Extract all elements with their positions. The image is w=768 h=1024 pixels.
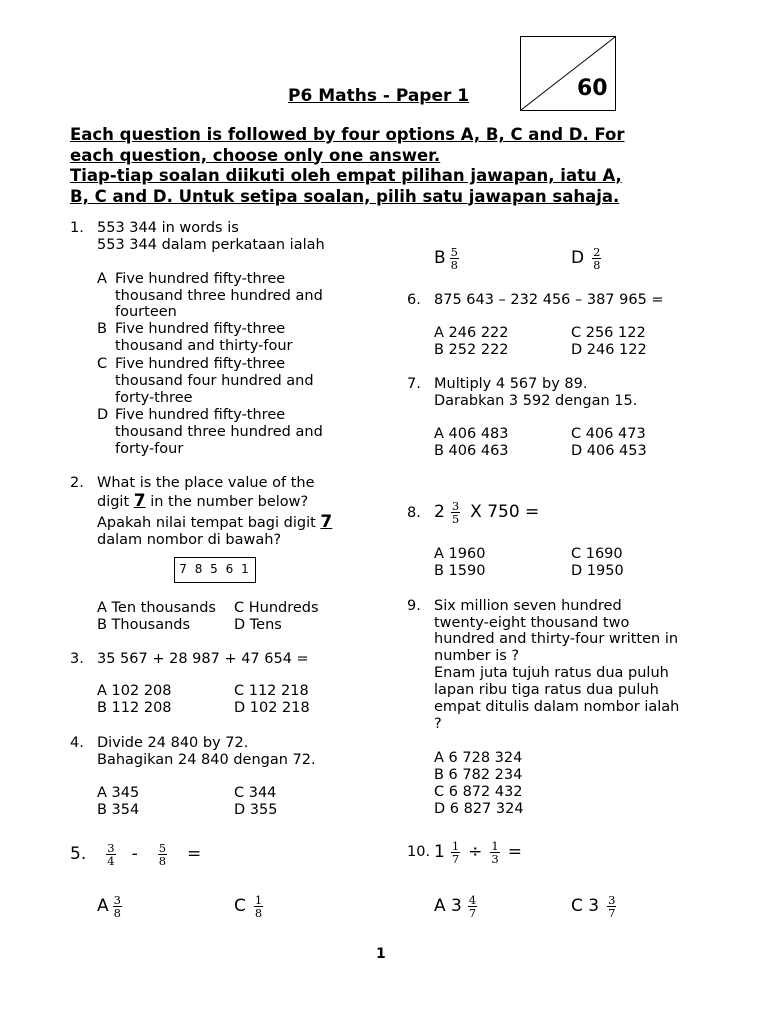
- instruction-line: Tiap-tiap soalan diikuti oleh empat pilihan jawapan, iatu A,: [70, 166, 622, 185]
- q5-fraction-1: $\frac{3}{4}$: [107, 840, 115, 868]
- q10-number: 10.: [407, 844, 431, 860]
- q2-text: What is the place value of the: [97, 475, 315, 491]
- q5-option-c: C $\frac{1}{8}$: [234, 892, 263, 920]
- q1-option-c-letter: C: [97, 356, 108, 372]
- q5-fraction-2: $\frac{5}{8}$: [158, 840, 167, 868]
- q1-option-b-line: Five hundred fifty-three: [115, 321, 286, 337]
- q9-option-b: B 6 782 234: [434, 767, 523, 783]
- q9-text-malay: lapan ribu tiga ratus dua puluh: [434, 682, 659, 698]
- q5-option-b: B $\frac{5}{8}$: [434, 244, 458, 272]
- q10-operator: ÷: [468, 842, 483, 862]
- q6-option-b: B 252 222: [434, 342, 509, 358]
- q9-option-d: D 6 827 324: [434, 801, 524, 817]
- q9-text: number is ?: [434, 648, 520, 664]
- q2-option-d: D Tens: [234, 617, 282, 633]
- q6-number: 6.: [407, 292, 421, 308]
- q6-option-d: D 246 122: [571, 342, 647, 358]
- q3-number: 3.: [70, 651, 84, 667]
- q2-option-a: A Ten thousands: [97, 600, 216, 616]
- q1-option-d-line: Five hundred fifty-three: [115, 407, 286, 423]
- page-number: 1: [376, 946, 386, 962]
- q1-option-a-line: thousand three hundred and: [115, 288, 323, 304]
- q7-option-c: C 406 473: [571, 426, 646, 442]
- q9-text-malay: empat ditulis dalam nombor ialah: [434, 699, 680, 715]
- q7-option-b: B 406 463: [434, 443, 509, 459]
- q9-text-malay: ?: [434, 716, 442, 732]
- q2-text-malay-line2: dalam nombor di bawah?: [97, 532, 282, 548]
- q4-number: 4.: [70, 735, 84, 751]
- q5-option-a: A $\frac{3}{8}$: [97, 892, 121, 920]
- q5-equals: =: [187, 844, 202, 864]
- q4-text-malay: Bahagikan 24 840 dengan 72.: [97, 752, 316, 768]
- q9-option-a: A 6 728 324: [434, 750, 523, 766]
- q7-option-a: A 406 483: [434, 426, 509, 442]
- q5-expression: [70, 836, 201, 872]
- q2-number-box: 7 8 5 6 1: [174, 557, 256, 583]
- q1-text: 553 344 in words is: [97, 220, 239, 236]
- q5-operator: -: [131, 844, 138, 864]
- q2-text-malay: Apakah nilai tempat bagi digit 7: [97, 512, 333, 532]
- q8-number: 8.: [407, 505, 421, 521]
- q6-option-a: A 246 222: [434, 325, 509, 341]
- score-box: [520, 36, 616, 111]
- instructions: [70, 125, 625, 207]
- q1-option-d-line: thousand three hundred and: [115, 424, 323, 440]
- q10-fraction-1: $\frac{1}{7}$: [451, 838, 460, 866]
- q2-option-b: B Thousands: [97, 617, 191, 633]
- q1-option-b-line: thousand and thirty-four: [115, 338, 293, 354]
- q10-fraction-2: $\frac{1}{3}$: [491, 838, 499, 866]
- q10-option-c: C 3 $\frac{3}{7}$: [571, 892, 616, 920]
- q9-text: twenty-eight thousand two: [434, 615, 630, 631]
- instruction-line: each question, choose only one answer.: [70, 145, 441, 165]
- q3-option-a: A 102 208: [97, 683, 172, 699]
- page-title: P6 Maths - Paper 1: [288, 86, 470, 106]
- q9-text: Six million seven hundred: [434, 598, 622, 614]
- q7-text-malay: Darabkan 3 592 dengan 15.: [434, 393, 638, 409]
- q8-fraction: $\frac{3}{5}$: [451, 498, 460, 526]
- q9-text: hundred and thirty-four written in: [434, 631, 679, 647]
- q3-text: 35 567 + 28 987 + 47 654 =: [97, 651, 309, 667]
- q10-expression: 1 $\frac{1}{7}$ ÷ $\frac{1}{3}$ =: [434, 838, 522, 866]
- q6-text: 875 643 – 232 456 – 387 965 =: [434, 292, 664, 308]
- q1-option-c-line: thousand four hundred and: [115, 373, 314, 389]
- q4-option-a: A 345: [97, 785, 140, 801]
- q1-option-c-line: forty-three: [115, 390, 193, 406]
- q2-text-line2: digit 7 in the number below?: [97, 491, 309, 511]
- q1-option-a-letter: A: [97, 271, 107, 287]
- q3-option-c: C 112 218: [234, 683, 309, 699]
- q5-number: 5.: [70, 844, 87, 864]
- q4-text: Divide 24 840 by 72.: [97, 735, 249, 751]
- q6-option-c: C 256 122: [571, 325, 646, 341]
- q9-number: 9.: [407, 598, 421, 614]
- q7-option-d: D 406 453: [571, 443, 647, 459]
- q8-option-c: C 1690: [571, 546, 623, 562]
- q1-number: 1.: [70, 220, 84, 236]
- q1-option-a-line: Five hundred fifty-three: [115, 271, 286, 287]
- q8-option-d: D 1950: [571, 563, 624, 579]
- q9-text-malay: Enam juta tujuh ratus dua puluh: [434, 665, 669, 681]
- q10-option-a: A 3 $\frac{4}{7}$: [434, 892, 477, 920]
- q5-option-d: D $\frac{2}{8}$: [571, 244, 601, 272]
- q8-expression: 2 $\frac{3}{5}$ X 750 =: [434, 498, 540, 526]
- q1-option-c-line: Five hundred fifty-three: [115, 356, 286, 372]
- q3-option-d: D 102 218: [234, 700, 310, 716]
- q7-number: 7.: [407, 376, 421, 392]
- instruction-line: B, C and D. Untuk setipa soalan, pilih satu jawapan sahaja.: [70, 186, 620, 206]
- q1-option-a-line: fourteen: [115, 304, 177, 320]
- q8-option-b: B 1590: [434, 563, 486, 579]
- q4-option-b: B 354: [97, 802, 140, 818]
- q1-option-b-letter: B: [97, 321, 107, 337]
- q1-text-malay: 553 344 dalam perkataan ialah: [97, 237, 325, 253]
- q2-number: 2.: [70, 475, 84, 491]
- q1-option-d-line: forty-four: [115, 441, 184, 457]
- instruction-line: Each question is followed by four options A, B, C and D. For: [70, 125, 625, 144]
- q2-digit: 7: [133, 491, 146, 511]
- q2-digit-malay: 7: [320, 512, 333, 532]
- q10-equals: =: [507, 842, 522, 862]
- q4-option-c: C 344: [234, 785, 277, 801]
- score-total: 60: [577, 76, 608, 101]
- q2-option-c: C Hundreds: [234, 600, 319, 616]
- q7-text: Multiply 4 567 by 89.: [434, 376, 588, 392]
- q9-option-c: C 6 872 432: [434, 784, 523, 800]
- q4-option-d: D 355: [234, 802, 278, 818]
- q8-option-a: A 1960: [434, 546, 486, 562]
- q3-option-b: B 112 208: [97, 700, 172, 716]
- q1-option-d-letter: D: [97, 407, 109, 423]
